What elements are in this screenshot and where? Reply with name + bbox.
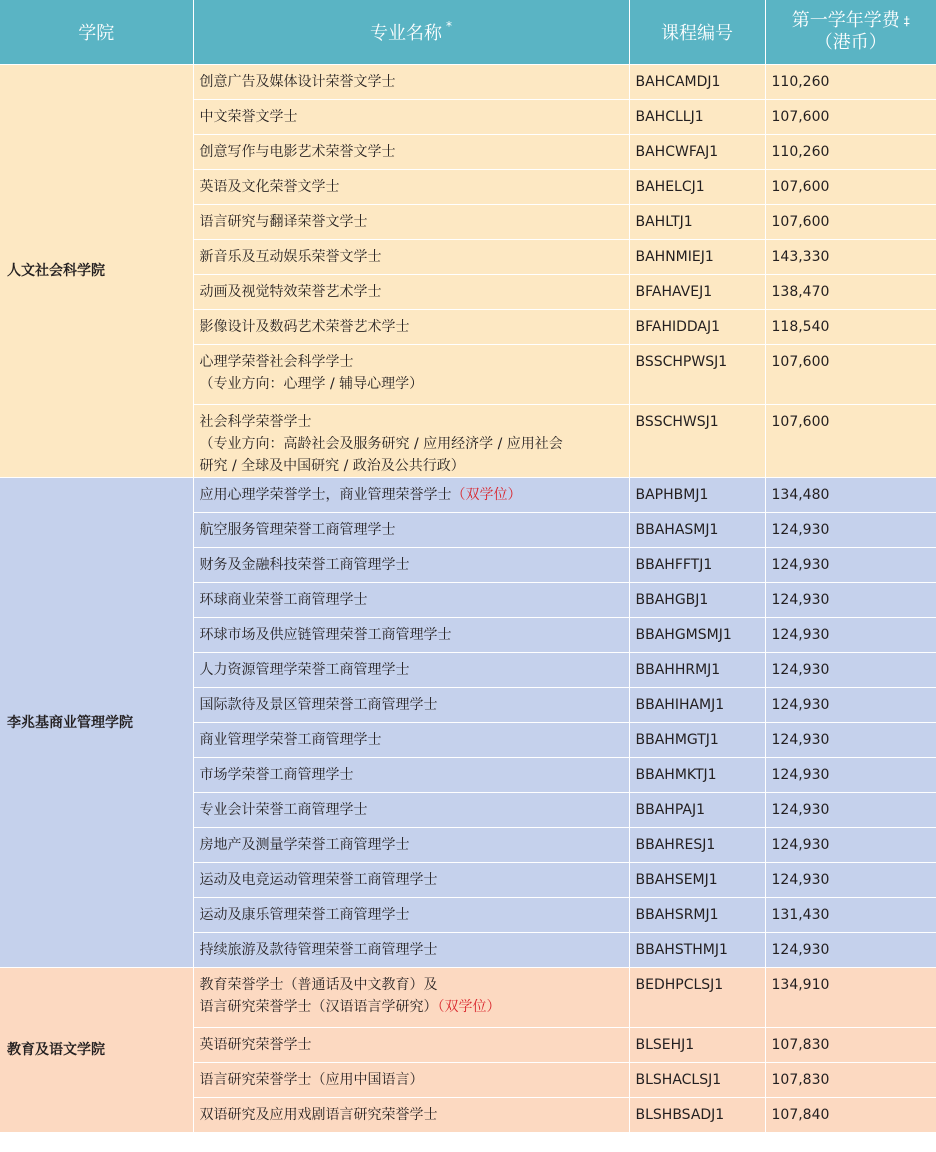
program-fee: 107,600 [765,405,936,478]
program-name [193,310,629,345]
program-name [193,240,629,275]
program-fee: 124,930 [765,828,936,863]
program-name-line [200,519,629,541]
program-code: BBAHSEMJ1 [629,863,765,898]
program-name-text: 研究 / 全球及中国研究 / 政治及公共行政） [199,458,465,474]
program-code: BSSCHPWSJ1 [629,345,765,405]
program-code: BFAHIDDAJ1 [629,310,765,345]
program-fee: 107,840 [765,1098,936,1133]
program-code: BBAHMGTJ1 [629,723,765,758]
program-fee: 124,930 [765,688,936,723]
program-name-text: 持续旅游及款待管理荣誉工商管理学士 [199,942,438,958]
program-name-line [200,455,629,477]
program-code: BEDHPCLSJ1 [629,968,765,1028]
program-name [193,583,629,618]
program-name-line [200,834,629,856]
program-name-text: （专业方向：高龄社会及服务研究 / 应用经济学 / 应用社会 [199,436,563,452]
program-fee: 143,330 [765,240,936,275]
program-name [193,758,629,793]
program-name-text: 双语研究及应用戏剧语言研究荣誉学士 [199,1107,438,1123]
program-fee: 107,600 [765,100,936,135]
program-name-line [200,869,629,891]
program-code: BLSEHJ1 [629,1028,765,1063]
program-fee: 124,930 [765,653,936,688]
program-fee: 124,930 [765,758,936,793]
program-name [193,135,629,170]
program-fee: 124,930 [765,618,936,653]
program-code: BBAHHRMJ1 [629,653,765,688]
program-name-text: 国际款待及景区管理荣誉工商管理学士 [199,697,438,713]
program-name-text: 应用心理学荣誉学士，商业管理荣誉学士 [199,487,452,503]
program-name-line [200,554,629,576]
program-fee: 110,260 [765,135,936,170]
program-code: BAHNMIEJ1 [629,240,765,275]
program-name-text: 中文荣誉文学士 [199,109,298,125]
program-fee: 107,600 [765,345,936,405]
program-code: BLSHBSADJ1 [629,1098,765,1133]
program-fee: 107,830 [765,1028,936,1063]
program-name-text: 创意写作与电影艺术荣誉文学士 [199,144,396,160]
program-name [193,205,629,240]
header-program: 专业名称 * [193,0,629,65]
program-name-text: 社会科学荣誉学士 [199,414,312,430]
program-name [193,793,629,828]
program-name [193,653,629,688]
header-row [0,0,936,65]
program-name [193,1028,629,1063]
program-name [193,170,629,205]
asterisk-mark: * [446,19,452,33]
program-name-text: （专业方向：心理学 / 辅导心理学） [199,376,424,392]
program-name [193,275,629,310]
program-fee: 124,930 [765,548,936,583]
program-name-text: 财务及金融科技荣誉工商管理学士 [199,557,410,573]
program-name-text: 环球市场及供应链管理荣誉工商管理学士 [199,627,452,643]
program-name-line [200,659,629,681]
program-name-text: 语言研究与翻译荣誉文学士 [199,214,368,230]
program-code: BAHLTJ1 [629,205,765,240]
program-name [193,723,629,758]
header-fee: 第一学年学费 ‡ （港币） [765,0,936,65]
double-dagger-mark: ‡ [903,14,910,28]
program-name-line [200,589,629,611]
program-name-line [200,351,629,373]
program-name [193,405,629,478]
program-name-line [200,433,629,455]
program-name-text: 房地产及测量学荣誉工商管理学士 [199,837,410,853]
program-name-line [200,799,629,821]
program-fee: 107,830 [765,1063,936,1098]
program-name-text: 英语及文化荣誉文学士 [199,179,340,195]
program-name [193,968,629,1028]
program-name-line [200,211,629,233]
program-name-line [200,373,629,395]
header-code: 课程编号 [629,0,765,65]
program-code: BBAHSRMJ1 [629,898,765,933]
program-name-text: 运动及康乐管理荣誉工商管理学士 [199,907,410,923]
program-name [193,513,629,548]
program-name-line [200,624,629,646]
program-name [193,688,629,723]
table-row [0,478,936,513]
program-fee: 107,600 [765,170,936,205]
header-school: 学院 [0,0,193,65]
program-name-line [200,729,629,751]
program-name-line [200,939,629,961]
program-name [193,100,629,135]
table-row [0,65,936,100]
program-name-text: 航空服务管理荣誉工商管理学士 [199,522,396,538]
table-row [0,968,936,1028]
program-name [193,863,629,898]
program-name-text: 人力资源管理学荣誉工商管理学士 [199,662,410,678]
program-name [193,548,629,583]
program-name-text: 英语研究荣誉学士 [199,1037,312,1053]
program-code: BBAHASMJ1 [629,513,765,548]
program-code: BLSHACLSJ1 [629,1063,765,1098]
program-code: BAPHBMJ1 [629,478,765,513]
program-name-line [200,246,629,268]
program-name-line [200,974,629,996]
program-name [193,1098,629,1133]
program-fee: 110,260 [765,65,936,100]
program-name [193,1063,629,1098]
program-name-line [200,904,629,926]
program-fee: 134,480 [765,478,936,513]
program-fee: 124,930 [765,793,936,828]
program-code: BBAHPAJ1 [629,793,765,828]
program-name-text: 专业会计荣誉工商管理学士 [199,802,368,818]
program-code: BFAHAVEJ1 [629,275,765,310]
program-code: BBAHSTHMJ1 [629,933,765,968]
program-fee: 131,430 [765,898,936,933]
program-name-line [200,1034,629,1056]
program-code: BAHCAMDJ1 [629,65,765,100]
program-name-line [200,71,629,93]
program-name-text: 环球商业荣誉工商管理学士 [199,592,368,608]
program-name-line [200,411,629,433]
program-name-line [200,694,629,716]
program-name-line [200,484,629,506]
program-code: BAHCLLJ1 [629,100,765,135]
program-code: BBAHGBJ1 [629,583,765,618]
program-fee: 124,930 [765,933,936,968]
program-code: BAHCWFAJ1 [629,135,765,170]
dual-degree-label: （双学位） [451,487,522,503]
program-fee: 107,600 [765,205,936,240]
program-code: BSSCHWSJ1 [629,405,765,478]
program-name-text: 心理学荣誉社会科学学士 [199,354,354,370]
program-name-line [200,764,629,786]
program-name-text: 商业管理学荣誉工商管理学士 [199,732,382,748]
program-name [193,618,629,653]
program-fee: 124,930 [765,863,936,898]
program-name [193,898,629,933]
program-name [193,828,629,863]
program-name-line [200,1104,629,1126]
program-code: BAHELCJ1 [629,170,765,205]
program-fee: 124,930 [765,513,936,548]
program-name-text: 市场学荣誉工商管理学士 [199,767,354,783]
program-name-line [200,316,629,338]
program-fee: 124,930 [765,723,936,758]
program-code: BBAHFFTJ1 [629,548,765,583]
program-name-text: 动画及视觉特效荣誉艺术学士 [199,284,382,300]
school-name: 人文社会科学院 [0,65,193,478]
program-name-text: 语言研究荣誉学士（应用中国语言） [199,1072,424,1088]
school-name: 李兆基商业管理学院 [0,478,193,968]
program-name-text: 运动及电竞运动管理荣誉工商管理学士 [199,872,438,888]
program-fee: 138,470 [765,275,936,310]
program-code: BBAHIHAMJ1 [629,688,765,723]
school-name: 教育及语文学院 [0,968,193,1133]
program-name-line [200,996,629,1018]
program-name-line [200,281,629,303]
program-name-line [200,176,629,198]
program-code: BBAHMKTJ1 [629,758,765,793]
program-name-line [200,106,629,128]
program-name-text: 影像设计及数码艺术荣誉艺术学士 [199,319,410,335]
program-fee: 118,540 [765,310,936,345]
dual-degree-label: （双学位） [437,999,501,1015]
program-code: BBAHGMSMJ1 [629,618,765,653]
program-name [193,933,629,968]
program-name [193,345,629,405]
program-name-text: 语言研究荣誉学士（汉语语言学研究） [199,999,438,1015]
program-name-text: 新音乐及互动娱乐荣誉文学士 [199,249,382,265]
program-code: BBAHRESJ1 [629,828,765,863]
program-name-line [200,1069,629,1091]
program-name [193,478,629,513]
program-name-line [200,141,629,163]
program-fee: 134,910 [765,968,936,1028]
program-name [193,65,629,100]
program-fee: 124,930 [765,583,936,618]
program-name-text: 教育荣誉学士（普通话及中文教育）及 [199,977,438,993]
program-name-text: 创意广告及媒体设计荣誉文学士 [199,74,396,90]
